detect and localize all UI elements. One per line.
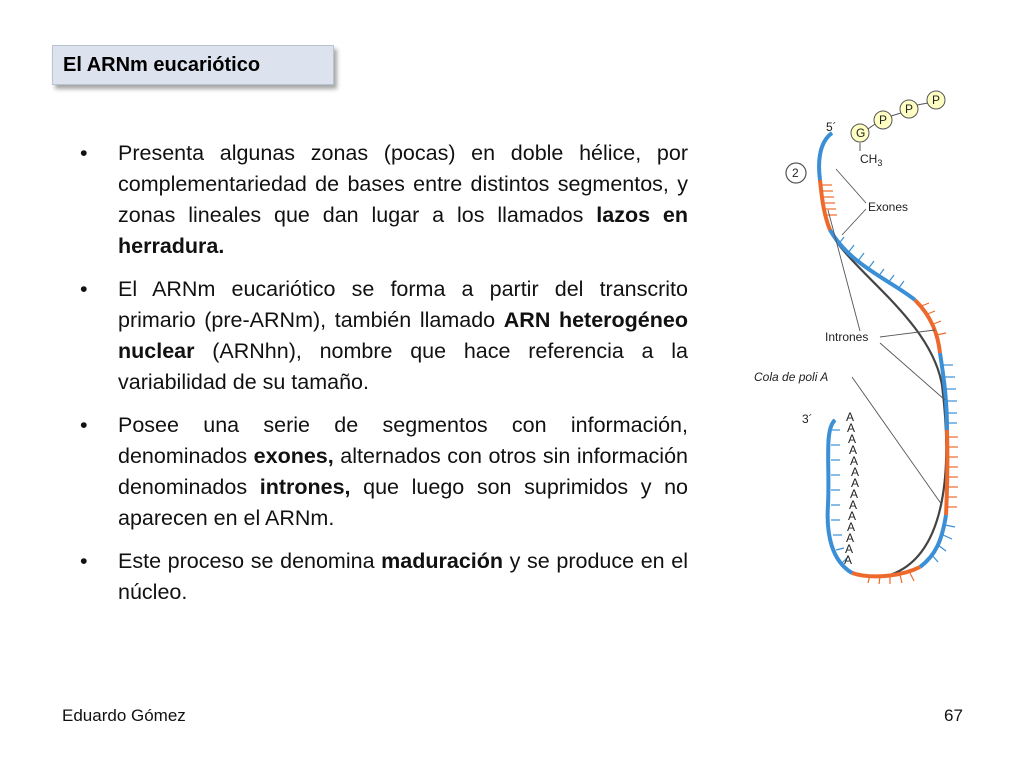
bullet-text: Este proceso se denomina — [118, 549, 382, 573]
intron-segment — [946, 430, 947, 515]
bullet-item — [78, 546, 688, 608]
svg-text:A: A — [849, 443, 858, 457]
bullet-text: que luego son suprimidos y no aparecen en el ARNm. — [118, 475, 688, 530]
bullet-text: Posee una serie de segmentos con información, denominados — [118, 413, 688, 468]
five-prime-label: 5´ — [826, 120, 837, 134]
bullet-text: y se produce en el núcleo. — [118, 549, 688, 604]
svg-text:A: A — [850, 487, 859, 501]
svg-text:A: A — [848, 432, 857, 446]
bullet-item — [78, 274, 688, 398]
bullet-item — [78, 410, 688, 534]
bullet-text: Presenta algunas zonas (pocas) en doble hélice, por complementariedad de bases entre distintos segmentos, y zonas lineales que dan lugar a los llamados — [118, 141, 688, 227]
svg-text:A: A — [849, 498, 858, 512]
svg-text:A: A — [847, 421, 856, 435]
poly-a-tail — [844, 410, 859, 567]
page-number: 67 — [944, 706, 963, 725]
svg-text:A: A — [846, 531, 855, 545]
bullet-bold: intrones, — [259, 475, 351, 499]
svg-text:A: A — [846, 410, 855, 424]
exon-segment — [819, 133, 832, 180]
bullet-bold: maduración — [381, 549, 504, 573]
bullet-bold: lazos en herradura. — [118, 203, 688, 258]
phosphate-label: P — [879, 113, 888, 127]
mrna-diagram — [740, 85, 965, 595]
exones-label: Exones — [868, 200, 909, 214]
bullet-text: El ARNm eucariótico se forma a partir del transcrito primario (pre-ARNm), también llamado — [118, 277, 688, 332]
bullet-bold: exones, — [253, 444, 334, 468]
bullet-text: (ARNhn), nombre que hace referencia a la variabilidad de su tamaño. — [118, 339, 688, 394]
step-number: 2 — [792, 166, 799, 180]
svg-text:A: A — [851, 465, 860, 479]
slide-title: El ARNm eucariótico — [52, 45, 334, 85]
intron-segment — [852, 567, 920, 576]
bullet-item — [78, 138, 688, 262]
svg-text:A: A — [851, 476, 860, 490]
bullet-dot: • — [80, 277, 88, 301]
exon-segment — [920, 515, 946, 567]
bullet-bold: ARN heterogéneo nuclear — [118, 308, 688, 363]
phosphate-label: P — [905, 102, 914, 116]
intrones-label: Intrones — [825, 330, 869, 344]
svg-text:A: A — [847, 520, 856, 534]
bullet-dot: • — [80, 413, 88, 437]
bullet-dot: • — [80, 141, 88, 165]
bullet-list — [78, 138, 688, 620]
svg-text:A: A — [848, 509, 857, 523]
svg-text:A: A — [850, 454, 859, 468]
footer-author: Eduardo Gómez — [62, 706, 186, 725]
phosphate-label: P — [932, 93, 941, 107]
svg-text:A: A — [845, 542, 854, 556]
methyl-label: $CH_3$ — [860, 152, 883, 168]
poly-a-tail-label: Cola de poli A — [754, 370, 829, 384]
guanine-label: G — [856, 126, 866, 140]
bullet-dot: • — [80, 549, 88, 573]
three-prime-label: 3´ — [802, 412, 813, 426]
intron-segment — [820, 180, 830, 230]
bullet-text: alternados con otros sin información denominados — [118, 444, 688, 499]
svg-text:A: A — [844, 553, 853, 567]
